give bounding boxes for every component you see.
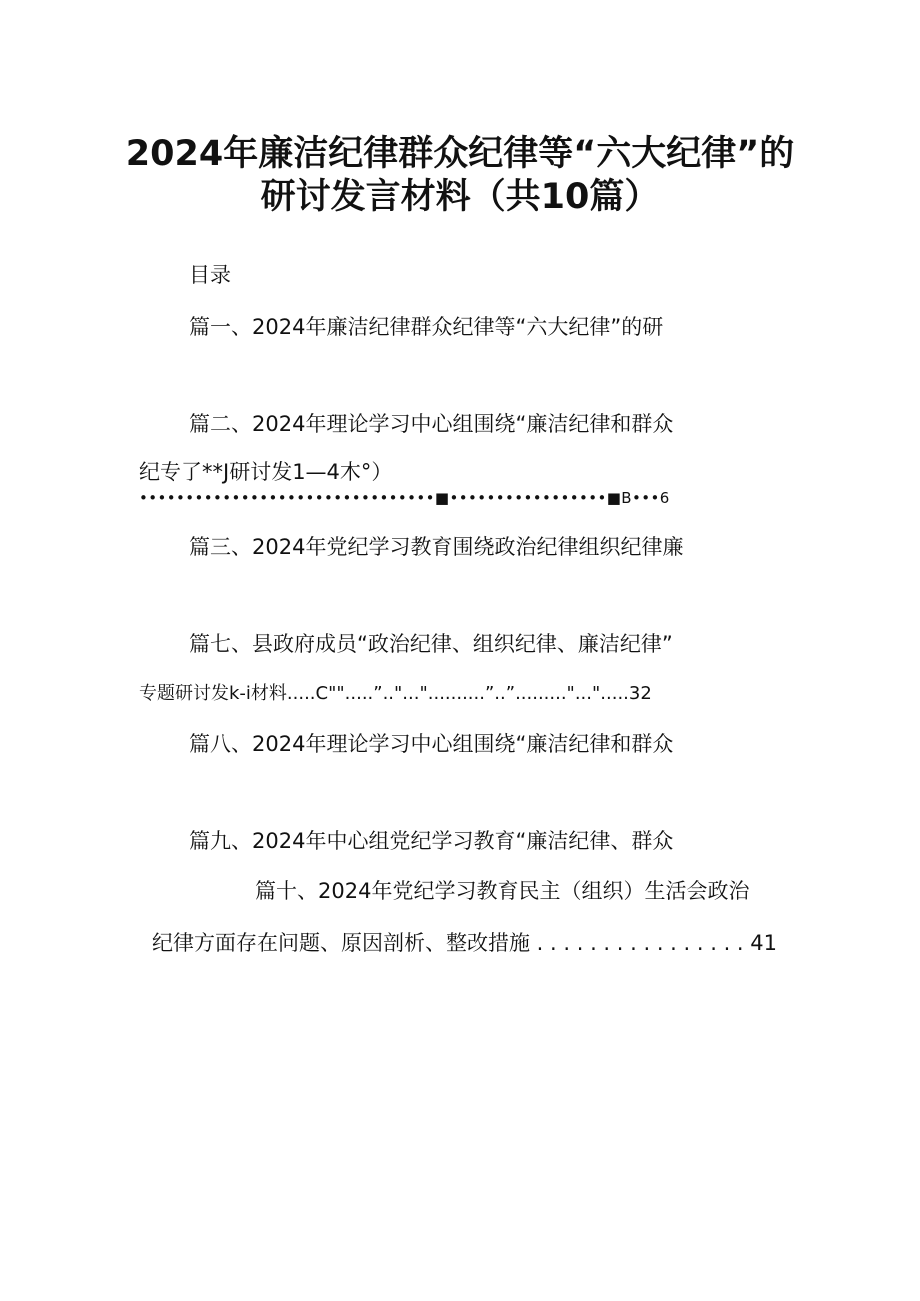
toc-entry-3: 篇三、2024年党纪学习教育围绕政治纪律组织纪律廉 xyxy=(189,535,684,559)
toc-heading: 目录 xyxy=(189,263,231,287)
document-title-line-1: 2024年廉洁纪律群众纪律等“六大纪律”的 xyxy=(125,134,795,174)
document-title-line-2: 研讨发言材料（共10篇） xyxy=(260,177,660,217)
toc-entry-2-line-1: 篇二、2024年理论学习中心组围绕“廉洁纪律和群众 xyxy=(189,412,674,436)
toc-entry-9: 篇九、2024年中心组党纪学习教育“廉洁纪律、群众 xyxy=(189,829,674,853)
toc-entry-8: 篇八、2024年理论学习中心组围绕“廉洁纪律和群众 xyxy=(189,732,674,756)
toc-entry-7-line-2: 专题研讨发k-i材料.....C"".....”.."..."..........”..”........."...".....32 xyxy=(139,683,652,704)
toc-entry-10-line-2: 纪律方面存在问题、原因剖析、整改措施 . . . . . . . . . . . . . . . . 41 xyxy=(152,931,778,955)
toc-entry-1: 篇一、2024年廉洁纪律群众纪律等“六大纪律”的研 xyxy=(189,315,664,339)
toc-entry-10-line-1: 篇十、2024年党纪学习教育民主（组织）生活会政治 xyxy=(255,879,750,903)
toc-entry-2-leader-line: ••••••••••••••••••••••••••••••••■•••••••••••••••••■B•••6 xyxy=(139,489,670,507)
toc-entry-7-line-1: 篇七、县政府成员“政治纪律、组织纪律、廉洁纪律” xyxy=(189,632,673,656)
toc-entry-2-line-2: 纪专了**J研讨发1—4木°） xyxy=(139,460,393,484)
